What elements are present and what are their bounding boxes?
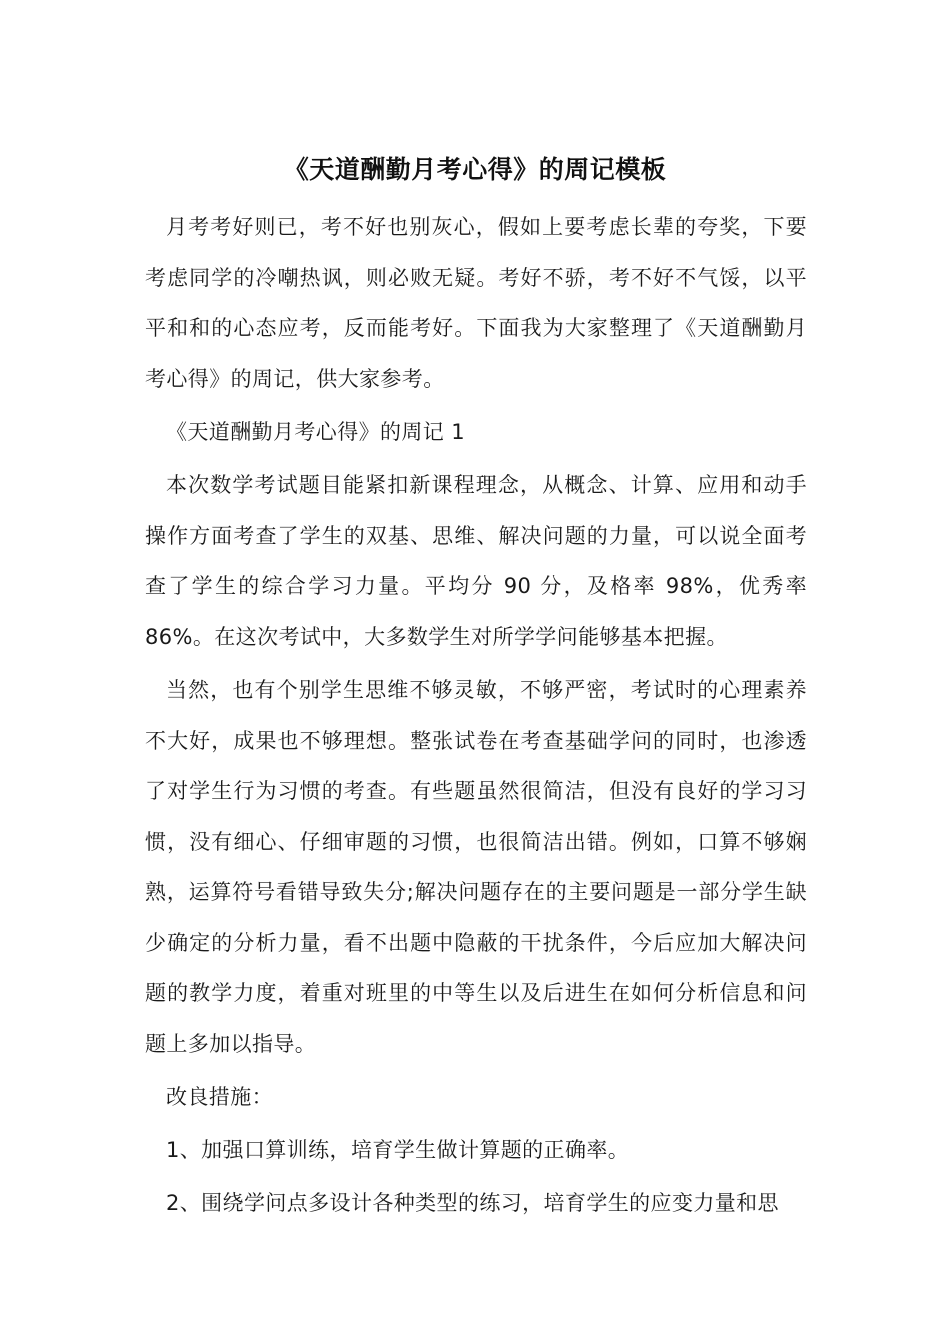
measures-heading: 改良措施： [166,1085,273,1109]
measure-item-2: 2、围绕学问点多设计各种类型的练习，培育学生的应变力量和思 [166,1191,779,1215]
exam-summary-paragraph: 本次数学考试题目能紧扣新课程理念，从概念、计算、应用和动手操作方面考查了学生的双基、思维、解决问题的力量，可以说全面考查了学生的综合学习力量。平均分 90 分，及格率 98%，优秀率 86%。在这次考试中，大多数学生对所学学问能够基本把握。 [145,473,807,649]
analysis-paragraph: 当然，也有个别学生思维不够灵敏，不够严密，考试时的心理素养不大好，成果也不够理想。整张试卷在考查基础学问的同时，也渗透了对学生行为习惯的考查。有些题虽然很简洁，但没有良好的学习习惯，没有细心、仔细审题的习惯，也很简洁出错。例如，口算不够娴熟，运算符号看错导致失分;解决问题存在的主要问题是一部分学生缺少确定的分析力量，看不出题中隐蔽的干扰条件，今后应加大解决问题的教学力度，着重对班里的中等生以及后进生在如何分析信息和问题上多加以指导。 [145,678,807,1056]
section-heading: 《天道酬勤月考心得》的周记 1 [166,420,466,444]
document-title: 《天道酬勤月考心得》的周记模板 [283,155,667,184]
measure-item-1: 1、加强口算训练，培育学生做计算题的正确率。 [166,1138,630,1162]
document-body [145,202,807,1231]
intro-paragraph: 月考考好则已，考不好也别灰心，假如上要考虑长辈的夸奖，下要考虑同学的冷嘲热讽，则必败无疑。考好不骄，考不好不气馁，以平平和和的心态应考，反而能考好。下面我为大家整理了《天道酬勤月考心得》的周记，供大家参考。 [145,215,807,391]
